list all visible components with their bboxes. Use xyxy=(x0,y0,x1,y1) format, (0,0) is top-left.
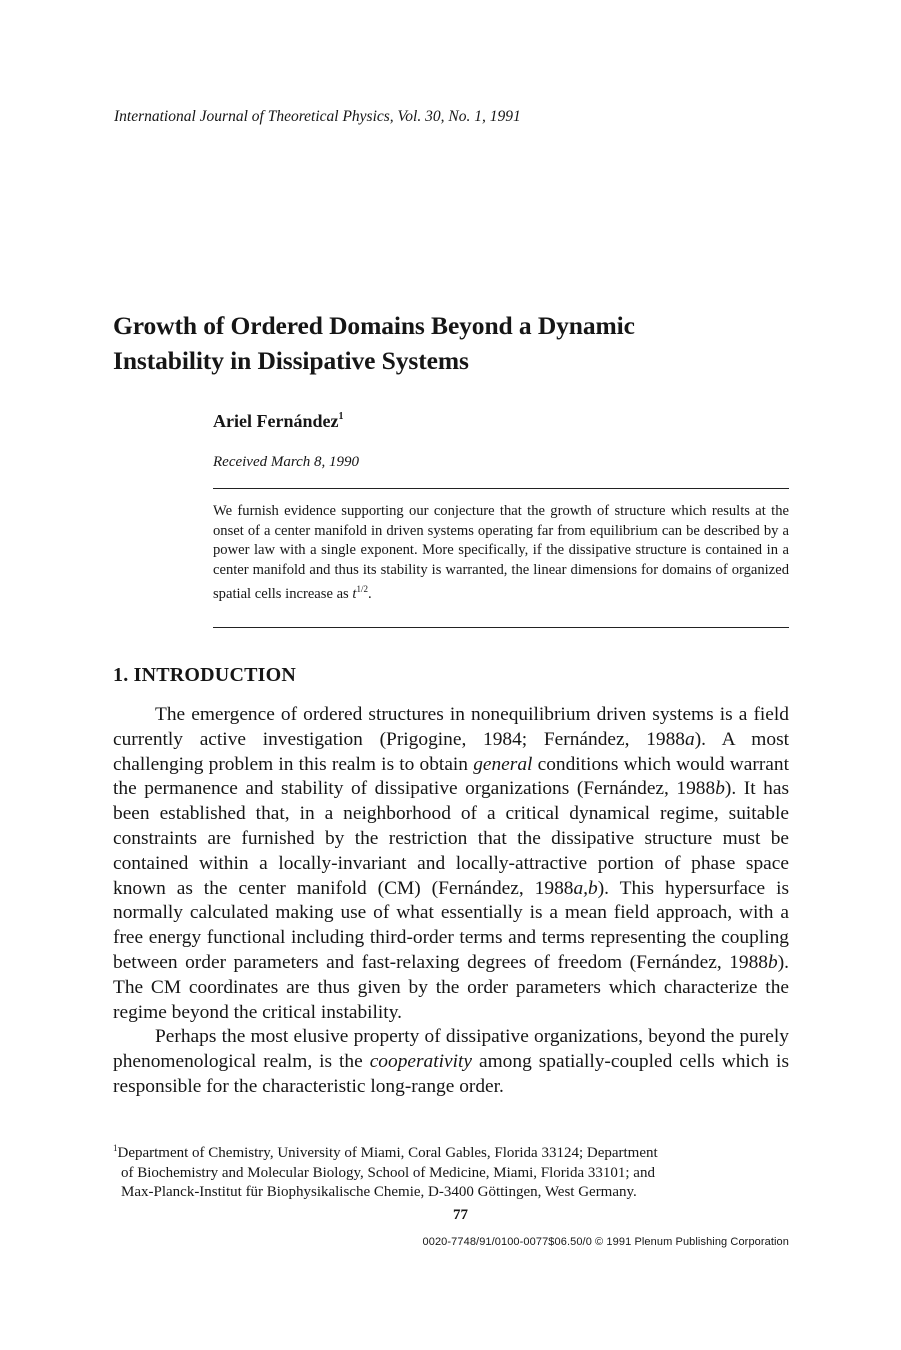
author-name xyxy=(213,411,343,432)
paper-title xyxy=(113,308,635,378)
p1-text-i: ). This hypersurface is normally calculated making use of what essentially is a mean field approach, with a free energy functional including third-order terms and terms representing the coupling between order parameters and fast-relaxing degrees of freedom (Fernández, 1988 xyxy=(113,877,790,973)
received-date: Received March 8, 1990 xyxy=(213,454,360,470)
p1-text-k: ). The CM coordinates are thus given by the order parameters which characterize the regime beyond the critical instability. xyxy=(113,951,789,1023)
footnote-line-1 xyxy=(113,1139,789,1164)
section-heading: 1. INTRODUCTION xyxy=(113,664,297,686)
p1-ref-a: a xyxy=(685,728,695,750)
p1-text-a: The emergence of ordered structures in nonequilibrium driven systems is a field currently active investigation (Prigogine, 1984; Fernández, 1988 xyxy=(113,704,789,750)
paragraph-2 xyxy=(113,1025,789,1099)
abstract-top-rule xyxy=(213,488,789,489)
p1-ref-b: b xyxy=(715,778,725,800)
abstract xyxy=(213,502,789,604)
footnote-line-3: Max-Planck-Institut für Biophysikalische Chemie, D-3400 Göttingen, West Germany. xyxy=(121,1184,637,1200)
abstract-end: . xyxy=(367,585,372,602)
p1-text-e: conditions which would warrant the permanence and stability of dissipative organizations (Fernández, 1988 xyxy=(113,753,789,800)
abstract-text: We furnish evidence supporting our conjecture that the growth of structure which results at the onset of a center manifold in driven systems operating far from equilibrium can be described by a power law with a single exponent. More specifically, if the dissipative structure is contained in a center manifold and thus its stability is warranted, the linear dimensions for domains of organized spatial cells increase as xyxy=(213,503,789,602)
title-line-1: Growth of Ordered Domains Beyond a Dynamic xyxy=(113,311,635,340)
copyright-line: 0020-7748/91/0100-0077$06.50/0 © 1991 Plenum Publishing Corporation xyxy=(422,1236,789,1248)
footnote-line-1-text: Department of Chemistry, University of Miami, Coral Gables, Florida 33124; Department xyxy=(117,1145,658,1161)
title-line-2: Instability in Dissipative Systems xyxy=(113,346,469,375)
journal-header: International Journal of Theoretical Physics, Vol. 30, No. 1, 1991 xyxy=(114,108,521,125)
footnote-line-2: of Biochemistry and Molecular Biology, School of Medicine, Miami, Florida 33101; and xyxy=(121,1164,655,1181)
abstract-variable: t xyxy=(352,585,357,602)
p1-text-g: ). It has been established that, in a neighborhood of a critical dynamical regime, suitable constraints are furnished by the restriction that the dissipative structure must be contained within a locally-invariant and locally-attractive portion of phase space known as the center manifold (CM) (Fernández, 1988 xyxy=(113,778,789,899)
p2-text-c: among spatially-coupled cells which is responsible for the characteristic long-range order. xyxy=(113,1051,789,1097)
abstract-bottom-rule xyxy=(213,627,789,628)
author-text: Ariel Fernández xyxy=(213,411,339,431)
p2-emphasis-cooperativity: cooperativity xyxy=(369,1051,473,1073)
p1-ref-b2: b xyxy=(767,951,778,973)
footnote xyxy=(113,1139,789,1203)
p1-text-c: ). A most challenging problem in this realm is to obtain xyxy=(113,728,790,775)
body-text xyxy=(113,703,789,1100)
p1-emphasis-general: general xyxy=(473,753,533,775)
paragraph-1 xyxy=(113,703,789,1025)
page-number-text: 77 xyxy=(453,1207,468,1223)
abstract-exponent: 1/2 xyxy=(356,584,368,594)
p1-ref-ab: a,b xyxy=(573,877,598,899)
page-number xyxy=(0,1207,901,1224)
footnote-mark: 1 xyxy=(113,1143,118,1153)
author-footnote-mark: 1 xyxy=(338,411,344,422)
p2-text-a: Perhaps the most elusive property of dissipative organizations, beyond the purely phenomenological realm, is the xyxy=(113,1026,789,1073)
